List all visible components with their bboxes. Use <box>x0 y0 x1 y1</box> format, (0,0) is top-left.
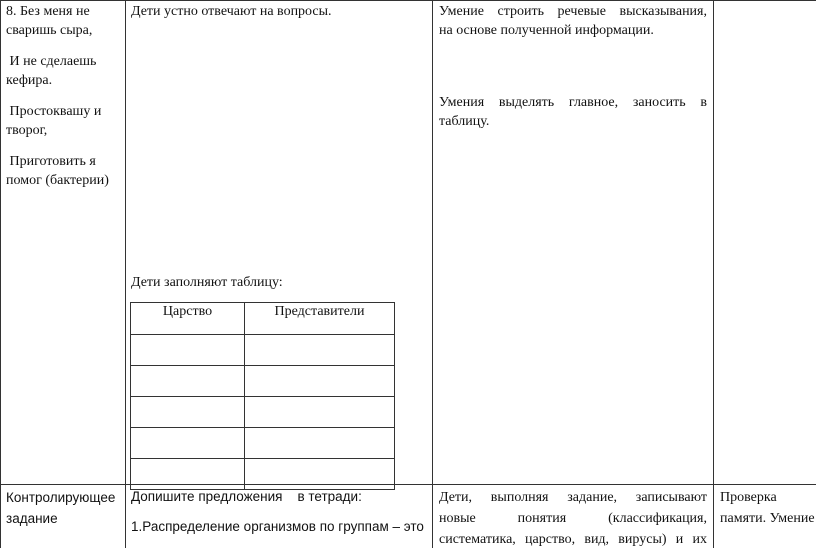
check-line-2: памяти. Умение <box>720 511 815 526</box>
skill-2-line-2: таблицу. <box>439 114 490 129</box>
table-col-divider-2 <box>432 0 433 548</box>
riddle-line-2a: И не сделаешь <box>6 54 97 69</box>
table-row <box>131 397 395 428</box>
kingdom-table <box>130 302 395 490</box>
task-cell <box>131 487 429 536</box>
task-item-1: 1.Распределение организмов по группам – это <box>131 519 424 534</box>
table-cell <box>245 366 395 397</box>
riddle-line-4a: Приготовить я <box>6 154 96 169</box>
riddle-line-1a: 8. Без меня не <box>6 4 90 19</box>
control-task-label <box>6 487 124 529</box>
table-cell <box>131 428 245 459</box>
riddle-line-3b: творог, <box>6 123 48 138</box>
skills-cell <box>439 2 707 131</box>
riddle-line-3a: Простоквашу и <box>6 104 102 119</box>
riddle-line-1b: сваришь сыра, <box>6 23 93 38</box>
table-cell <box>245 335 395 366</box>
table-row <box>131 428 395 459</box>
kingdom-table-header-row <box>131 303 395 335</box>
skill-1-line-1: Умение строить речевые высказывания, <box>439 4 707 19</box>
riddle-cell <box>6 2 122 190</box>
task-description-cell <box>439 487 707 550</box>
table-cell <box>131 366 245 397</box>
task-description-line-1: Дети, выполняя задание, записывают <box>439 490 707 505</box>
table-row <box>131 459 395 490</box>
table-cell <box>245 428 395 459</box>
table-cell <box>245 459 395 490</box>
fill-table-instruction: Дети заполняют таблицу: <box>131 275 283 290</box>
representatives-header: Представители <box>245 303 395 335</box>
check-line-1: Проверка <box>720 490 777 505</box>
table-cell <box>131 335 245 366</box>
student-activity-intro: Дети устно отвечают на вопросы. <box>131 4 332 19</box>
table-border-left <box>0 0 1 548</box>
riddle-line-4b: помог (бактерии) <box>6 173 109 188</box>
control-task-line-2: задание <box>6 511 58 526</box>
skill-2-line-1: Умения выделять главное, заносить в <box>439 95 707 110</box>
table-cell <box>245 397 395 428</box>
task-description-line-3: систематика, царство, вид, вирусы) и их <box>439 532 707 547</box>
table-row <box>131 366 395 397</box>
table-col-divider-3 <box>713 0 714 548</box>
table-cell <box>131 459 245 490</box>
kingdom-header: Царство <box>131 303 245 335</box>
table-row-divider <box>0 484 816 485</box>
check-cell <box>720 487 816 529</box>
skill-1-line-2: на основе полученной информации. <box>439 23 654 38</box>
table-col-divider-1 <box>125 0 126 548</box>
table-border-top <box>0 0 816 1</box>
control-task-line-1: Контролирующее <box>6 490 116 505</box>
table-row <box>131 335 395 366</box>
task-heading: Допишите предложения в тетради: <box>131 489 362 504</box>
task-description-line-2: новые понятия (классификация, <box>439 511 707 526</box>
table-cell <box>131 397 245 428</box>
riddle-line-2b: кефира. <box>6 73 53 88</box>
